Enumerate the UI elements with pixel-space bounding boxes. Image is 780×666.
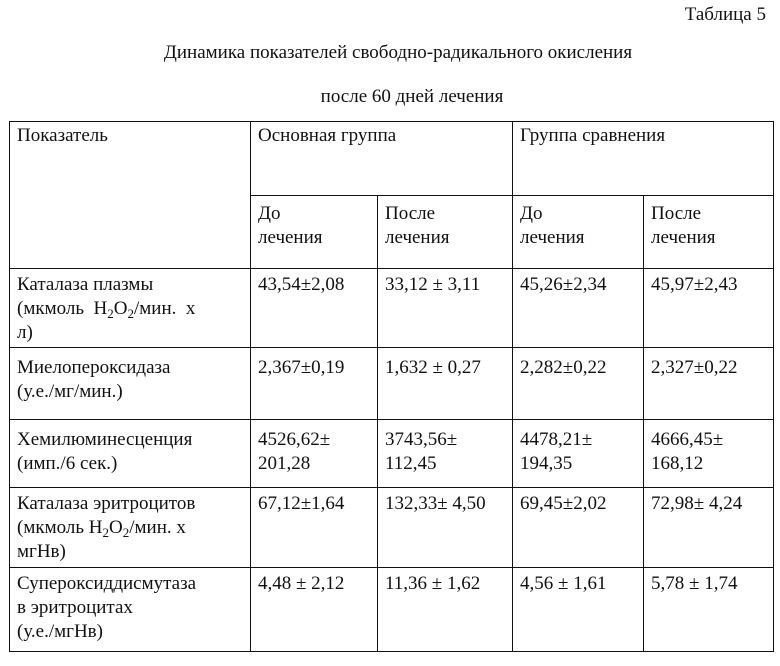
table-title-line-1: Динамика показателей свободно-радикального окисления xyxy=(163,42,633,63)
value-cell-main-after xyxy=(378,269,513,348)
value-text: 69,45±2,02 xyxy=(520,493,607,514)
value-text: 2,327±0,22 xyxy=(651,357,738,378)
value-cell-main-before xyxy=(251,568,378,652)
value-text: 4666,45± xyxy=(651,429,724,450)
value-cell-main-before xyxy=(251,269,378,348)
value-text: 4,56 ± 1,61 xyxy=(520,573,607,594)
value-text: 33,12 ± 3,11 xyxy=(385,274,481,295)
header-comparison-group: Группа сравнения xyxy=(513,122,774,196)
value-cell-comparison-before xyxy=(513,488,644,568)
value-text: 112,45 xyxy=(385,453,437,474)
table-title-line-2: после 60 дней лечения xyxy=(320,86,504,107)
value-cell-main-before xyxy=(251,348,378,420)
header-indicator: Показатель xyxy=(10,122,251,269)
value-cell-main-after xyxy=(378,348,513,420)
header-main-before-word2: лечения xyxy=(258,227,323,248)
value-cell-main-after xyxy=(378,488,513,568)
results-table xyxy=(9,121,774,652)
value-text: 4,48 ± 2,12 xyxy=(258,573,345,594)
header-main-before-word1: До xyxy=(258,203,281,224)
header-main-after xyxy=(378,196,513,269)
value-text: 5,78 ± 1,74 xyxy=(651,573,738,594)
indicator-name-cell: Хемилюминесценция (имп./6 сек.) xyxy=(10,420,251,488)
indicator-name-cell: Каталаза плазмы (мкмоль $Н_2О_2$/мин. х л) xyxy=(10,269,251,348)
value-text: 1,632 ± 0,27 xyxy=(385,357,481,378)
value-cell-main-after xyxy=(378,420,513,488)
header-comparison-after-word2: лечения xyxy=(651,227,716,248)
indicator-name-cell: Супероксиддисмутаза в эритроцитах (у.е./мгНв) xyxy=(10,568,251,652)
value-cell-main-before xyxy=(251,420,378,488)
value-text: 45,26±2,34 xyxy=(520,274,607,295)
value-cell-comparison-before xyxy=(513,269,644,348)
value-text: 4526,62± xyxy=(258,429,331,450)
indicator-name-cell: Миелопероксидаза (у.е./мг/мин.) xyxy=(10,348,251,420)
header-comparison-before-word2: лечения xyxy=(520,227,585,248)
table-row xyxy=(10,269,774,348)
header-row-groups xyxy=(10,122,774,196)
value-text: 201,28 xyxy=(258,453,311,474)
header-main-group: Основная группа xyxy=(251,122,513,196)
value-text: 11,36 ± 1,62 xyxy=(385,573,481,594)
header-comparison-before xyxy=(513,196,644,269)
value-text: 132,33± 4,50 xyxy=(385,493,486,514)
header-comparison-after xyxy=(644,196,774,269)
value-text: 2,367±0,19 xyxy=(258,357,345,378)
value-cell-comparison-after xyxy=(644,420,774,488)
table-number-label: Таблица 5 xyxy=(684,4,766,25)
table-row xyxy=(10,348,774,420)
indicator-name-cell: Каталаза эритроцитов (мкмоль $Н_2О_2$/мин. х мгНв) xyxy=(10,488,251,568)
value-text: 45,97±2,43 xyxy=(651,274,738,295)
value-cell-comparison-before xyxy=(513,420,644,488)
header-comparison-before-word1: До xyxy=(520,203,543,224)
value-text: 67,12±1,64 xyxy=(258,493,345,514)
value-cell-comparison-before xyxy=(513,348,644,420)
header-comparison-after-word1: После xyxy=(651,203,702,224)
header-main-after-word1: После xyxy=(385,203,436,224)
value-text: 4478,21± xyxy=(520,429,593,450)
value-text: 43,54±2,08 xyxy=(258,274,345,295)
value-cell-main-after xyxy=(378,568,513,652)
value-text: 168,12 xyxy=(651,453,704,474)
value-text: 2,282±0,22 xyxy=(520,357,607,378)
value-text: 194,35 xyxy=(520,453,573,474)
table-row xyxy=(10,420,774,488)
header-main-before xyxy=(251,196,378,269)
value-cell-comparison-after xyxy=(644,568,774,652)
value-text: 3743,56± xyxy=(385,429,458,450)
value-cell-main-before xyxy=(251,488,378,568)
value-cell-comparison-after xyxy=(644,348,774,420)
value-cell-comparison-after xyxy=(644,269,774,348)
value-text: 72,98± 4,24 xyxy=(651,493,743,514)
value-cell-comparison-after xyxy=(644,488,774,568)
value-cell-comparison-before xyxy=(513,568,644,652)
table-row xyxy=(10,488,774,568)
header-main-after-word2: лечения xyxy=(385,227,450,248)
table-row xyxy=(10,568,774,652)
